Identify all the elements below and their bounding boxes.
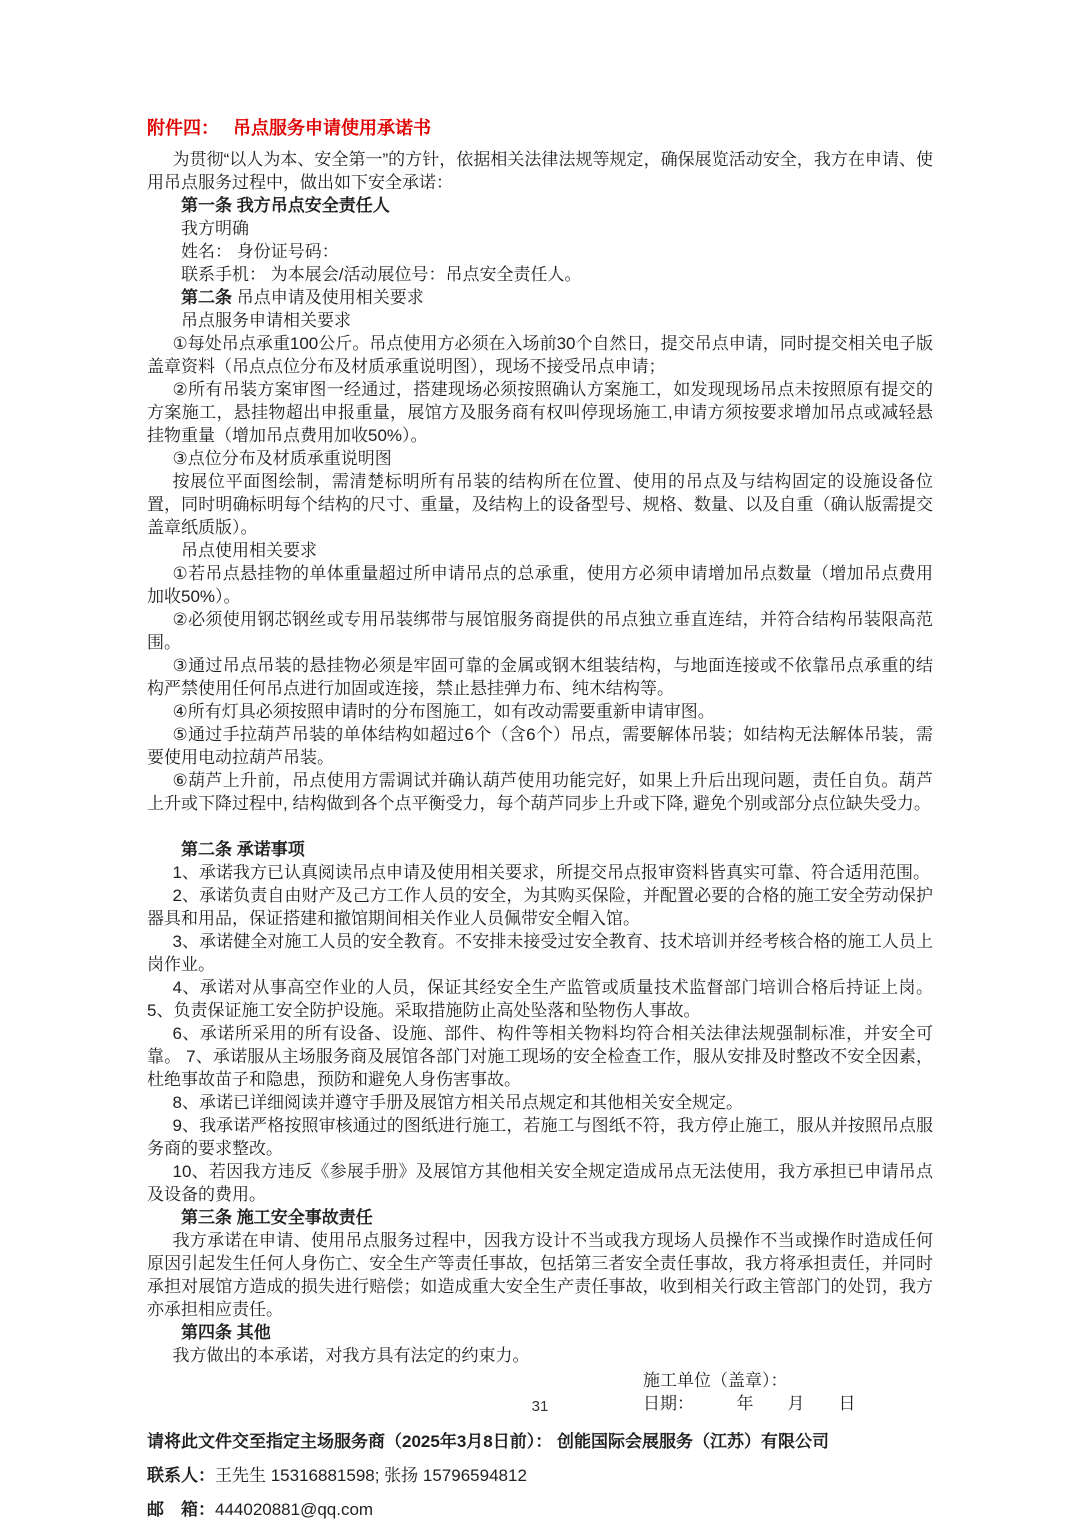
subheading-application-requirements: 吊点服务申请相关要求 (181, 311, 351, 330)
paragraph: 我方明确 (181, 219, 249, 238)
paragraph-item: ⑥葫芦上升前，吊点使用方需调试并确认葫芦使用功能完好，如果上升后出现问题，责任自负。葫芦上升或下降过程中, 结构做到各个点平衡受力，每个葫芦同步上升或下降, 避免个别或部分点位缺失受力。 (147, 771, 933, 813)
paragraph-item: ①每处吊点承重100公斤。吊点使用方必须在入场前30个自然日，提交吊点申请，同时提交相关电子版盖章资料（吊点点位分布及材质承重说明图），现场不接受吊点申请； (147, 334, 933, 376)
paragraph-item: ③点位分布及材质承重说明图 (172, 449, 392, 468)
section-heading-other: 第四条 其他 (181, 1323, 271, 1342)
section-heading-1: 第一条 我方吊点安全责任人 (181, 196, 390, 215)
email-label: 邮 箱： (147, 1500, 215, 1519)
attachment-title-text: 吊点服务申请使用承诺书 (233, 118, 431, 138)
deliver-instruction-line: 请将此文件交至指定主场服务商（2025年3月8日前）： 创能国际会展服务（江苏）有限公司 (147, 1432, 829, 1451)
document-body (147, 148, 933, 1415)
footer-contact-block (147, 1431, 933, 1521)
subheading-usage-requirements: 吊点使用相关要求 (181, 541, 317, 560)
contact-value: 王先生 15316881598; 张扬 15796594812 (215, 1466, 527, 1485)
page-title (147, 116, 933, 140)
blank-line (147, 815, 933, 838)
paragraph: 按展位平面图绘制，需清楚标明所有吊装的结构所在位置、使用的吊点及与结构固定的设施设备位置，同时明确标明每个结构的尺寸、重量，及结构上的设备型号、规格、数量、以及自重（确认版需提交盖章纸质版）。 (147, 472, 933, 537)
contact-line (147, 1465, 933, 1487)
email-value: 444020881@qq.com (215, 1500, 374, 1519)
paragraph: 我方做出的本承诺，对我方具有法定的约束力。 (172, 1346, 530, 1365)
paragraph-item: 1、承诺我方已认真阅读吊点申请及使用相关要求，所提交吊点报审资料皆真实可靠、符合适用范围。 (172, 863, 930, 882)
section-heading-commitments: 第二条 承诺事项 (181, 840, 305, 859)
paragraph-item: ⑤通过手拉葫芦吊装的单体结构如超过6个（含6个）吊点，需要解体吊装；如结构无法解体吊装，需要使用电动拉葫芦吊装。 (147, 725, 933, 767)
paragraph: 联系手机： 为本展会/活动展位号：吊点安全责任人。 (181, 265, 582, 284)
attachment-label: 附件四： (147, 118, 219, 138)
page-number: 31 (531, 1398, 549, 1415)
paragraph-item: ④所有灯具必须按照申请时的分布图施工，如有改动需要重新申请审图。 (172, 702, 715, 721)
paragraph-item: 8、承诺已详细阅读并遵守手册及展馆方相关吊点规定和其他相关安全规定。 (172, 1093, 743, 1112)
contact-label: 联系人： (147, 1466, 215, 1485)
paragraph-item: 3、承诺健全对施工人员的安全教育。不安排未接受过安全教育、技术培训并经考核合格的施工人员上岗作业。 (147, 932, 933, 974)
paragraph-item: 9、我承诺严格按照审核通过的图纸进行施工，若施工与图纸不符，我方停止施工，服从并按照吊点服务商的要求整改。 (147, 1116, 933, 1158)
paragraph: 我方承诺在申请、使用吊点服务过程中，因我方设计不当或我方现场人员操作不当或操作时造成任何原因引起发生任何人身伤亡、安全生产等责任事故，包括第三者安全责任事故，我方将承担责任，并同时承担对展馆方造成的损失进行赔偿；如造成重大安全生产责任事故，收到相关行政主管部门的处罚，我方亦承担相应责任。 (147, 1231, 933, 1319)
document-page (147, 0, 933, 1521)
section-heading-2: 第二条 吊点申请及使用相关要求 (181, 288, 424, 307)
paragraph-item: ②必须使用钢芯钢丝或专用吊装绑带与展馆服务商提供的吊点独立垂直连结，并符合结构吊装限高范围。 (147, 610, 933, 652)
signature-unit-line: 施工单位（盖章）： (643, 1371, 788, 1390)
section-heading-liability: 第三条 施工安全事故责任 (181, 1208, 373, 1227)
paragraph-item: 2、承诺负责自由财产及己方工作人员的安全，为其购买保险，并配置必要的合格的施工安全劳动保护器具和用品，保证搭建和撤馆期间相关作业人员佩带安全帽入馆。 (147, 886, 933, 928)
paragraph-item: ①若吊点悬挂物的单体重量超过所申请吊点的总承重，使用方必须申请增加吊点数量（增加吊点费用加收50%）。 (147, 564, 933, 606)
paragraph-item: ②所有吊装方案审图一经通过，搭建现场必须按照确认方案施工，如发现现场吊点未按照原有提交的方案施工，悬挂物超出申报重量，展馆方及服务商有权叫停现场施工,申请方须按要求增加吊点或减轻悬挂物重量（增加吊点费用加收50%）。 (147, 380, 933, 445)
paragraph: 姓名： 身份证号码： (181, 242, 339, 261)
paragraph-item: 6、承诺所采用的所有设备、设施、部件、构件等相关物料均符合相关法律法规强制标准，并安全可靠。 7、承诺服从主场服务商及展馆各部门对施工现场的安全检查工作，服从安排及时整改不安全因素，杜绝事故苗子和隐患，预防和避免人身伤害事故。 (147, 1024, 933, 1089)
paragraph-item: 4、承诺对从事高空作业的人员，保证其经安全生产监管或质量技术监督部门培训合格后持证上岗。 5、负责保证施工安全防护设施。采取措施防止高处坠落和坠物伤人事故。 (147, 978, 933, 1020)
paragraph-intro: 为贯彻“以人为本、安全第一”的方针，依据相关法律法规等规定，确保展览活动安全，我方在申请、使用吊点服务过程中，做出如下安全承诺： (147, 150, 933, 192)
email-line (147, 1499, 933, 1521)
paragraph-item: 10、若因我方违反《参展手册》及展馆方其他相关安全规定造成吊点无法使用，我方承担已申请吊点及设备的费用。 (147, 1162, 933, 1204)
paragraph-item: ③通过吊点吊装的悬挂物必须是牢固可靠的金属或钢木组装结构，与地面连接或不依靠吊点承重的结构严禁使用任何吊点进行加固或连接，禁止悬挂弹力布、纯木结构等。 (147, 656, 933, 698)
signature-date-line: 日期： 年 月 日 (643, 1394, 856, 1413)
